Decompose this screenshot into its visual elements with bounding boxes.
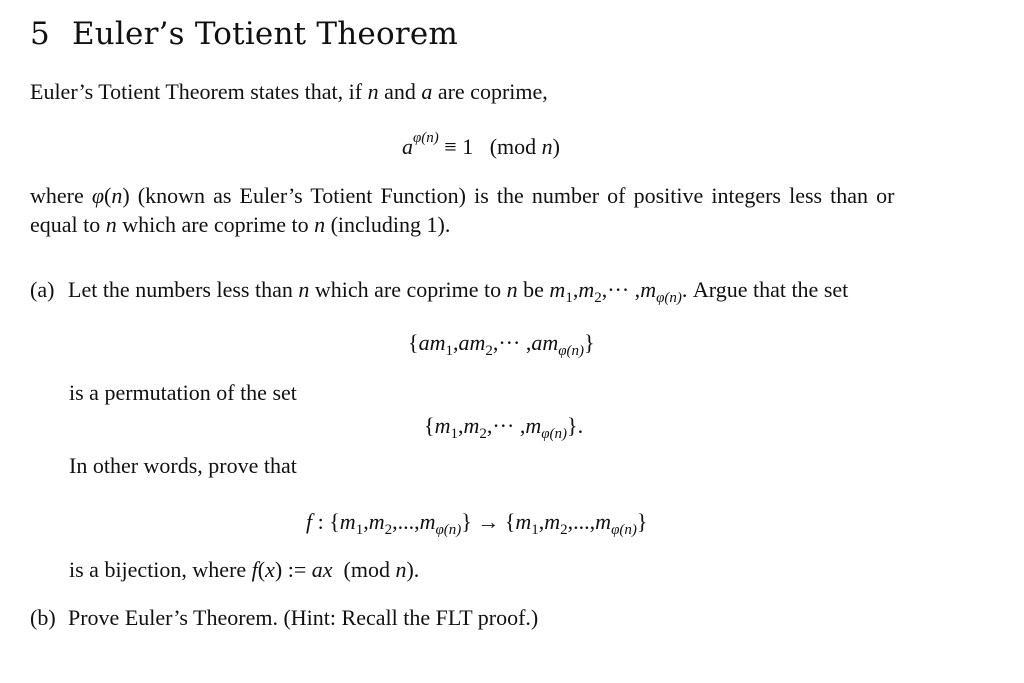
- definition-paragraph-line2: equal to n which are coprime to n (including 1).: [30, 212, 451, 237]
- part-a-label: (a): [30, 277, 55, 302]
- section-heading: [30, 16, 458, 52]
- theorem-equation: $a^{\varphi(n)} \equiv 1$ (mod n): [402, 130, 560, 159]
- part-b-text: Prove Euler’s Theorem. (Hint: Recall the FLT proof.): [68, 605, 539, 630]
- other-words-text: In other words, prove that: [69, 453, 297, 478]
- set-m: $\{m_1,m_2,\cdot\cdot\cdot ,m_{\varphi(n)}\}$.: [424, 413, 584, 442]
- section-title: Euler’s Totient Theorem: [71, 16, 458, 52]
- part-a-line1: (a) Let the numbers less than n which are coprime to n be $m_1,m_2,\cdot\cdot\cdot ,m_{\varphi(n)}$. Argue that the set: [30, 277, 849, 306]
- section-number: 5: [30, 16, 50, 52]
- set-am: $\{am_1,am_2,\cdot\cdot\cdot ,am_{\varphi(n)}\}$: [408, 330, 595, 359]
- permutation-text: is a permutation of the set: [69, 380, 297, 405]
- part-b: [30, 605, 538, 631]
- definition-paragraph-line1: where φ(n) (known as Euler’s Totient Function) is the number of positive integers less than or: [30, 183, 895, 208]
- bijection-map: f : $\{m_1,m_2,...,m_{\varphi(n)}\} \to \{m_1,m_2,...,m_{\varphi(n)}\}$: [306, 509, 648, 538]
- part-b-label: (b): [30, 605, 56, 630]
- bijection-text: is a bijection, where f(x) := ax (mod n).: [69, 557, 420, 582]
- intro-paragraph: Euler’s Totient Theorem states that, if n and a are coprime,: [30, 79, 548, 104]
